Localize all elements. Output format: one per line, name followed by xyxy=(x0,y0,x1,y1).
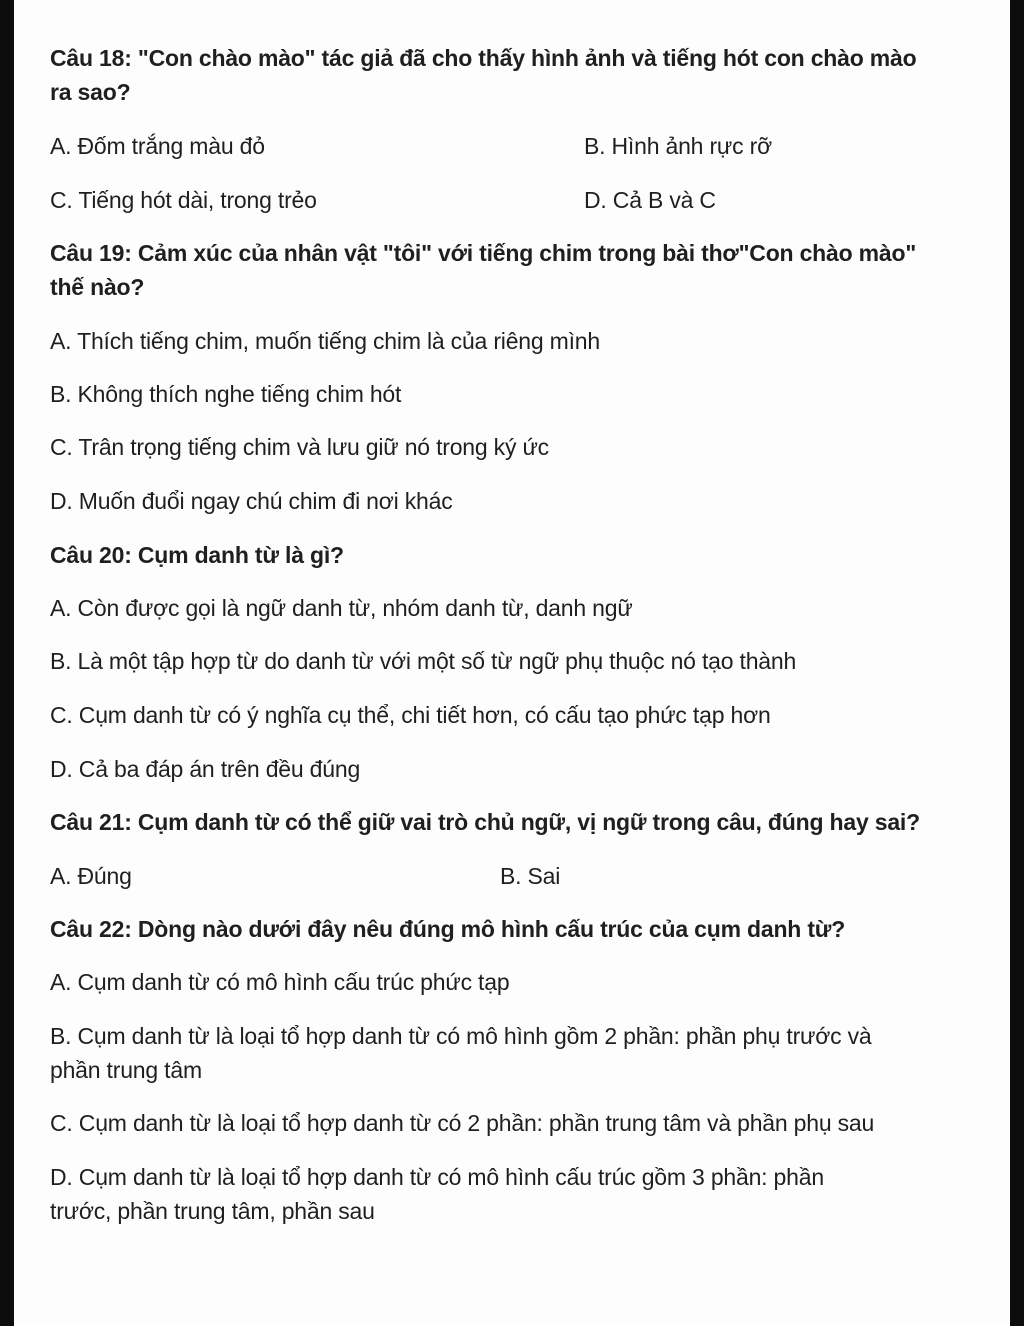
question-20-option-d: D. Cả ba đáp án trên đều đúng xyxy=(50,756,361,782)
question-19-option-b: B. Không thích nghe tiếng chim hót xyxy=(50,381,402,407)
question-19-option-d: D. Muốn đuổi ngay chú chim đi nơi khác xyxy=(50,488,453,514)
question-18-option-b: B. Hình ảnh rực rỡ xyxy=(584,133,772,159)
question-21-title: Câu 21: Cụm danh từ có thể giữ vai trò chủ ngữ, vị ngữ trong câu, đúng hay sai? xyxy=(50,809,920,835)
question-22-option-b-line-1: B. Cụm danh từ là loại tổ hợp danh từ có mô hình gồm 2 phần: phần phụ trước và xyxy=(50,1023,872,1049)
question-22-title: Câu 22: Dòng nào dưới đây nêu đúng mô hình cấu trúc của cụm danh từ? xyxy=(50,916,846,942)
right-border xyxy=(1010,0,1024,1326)
question-18-title-line-1: Câu 18: "Con chào mào" tác giả đã cho thấy hình ảnh và tiếng hót con chào mào xyxy=(50,45,917,71)
question-19-title-line-1: Câu 19: Cảm xúc của nhân vật "tôi" với tiếng chim trong bài thơ"Con chào mào" xyxy=(50,240,917,266)
question-20-option-a: A. Còn được gọi là ngữ danh từ, nhóm danh từ, danh ngữ xyxy=(50,595,633,621)
question-22-option-a: A. Cụm danh từ có mô hình cấu trúc phức tạp xyxy=(50,969,510,995)
question-20-option-c: C. Cụm danh từ có ý nghĩa cụ thể, chi tiết hơn, có cấu tạo phức tạp hơn xyxy=(50,702,771,728)
question-20-option-b: B. Là một tập hợp từ do danh từ với một số từ ngữ phụ thuộc nó tạo thành xyxy=(50,648,797,674)
question-21-option-a: A. Đúng xyxy=(50,863,132,889)
left-border xyxy=(0,0,14,1326)
question-19-option-a: A. Thích tiếng chim, muốn tiếng chim là của riêng mình xyxy=(50,328,600,354)
question-22-option-d-line-2: trước, phần trung tâm, phần sau xyxy=(50,1198,375,1224)
question-21-option-b: B. Sai xyxy=(500,863,561,889)
question-19-title-line-2: thế nào? xyxy=(50,274,145,300)
question-18-title-line-2: ra sao? xyxy=(50,79,131,105)
question-22-option-c: C. Cụm danh từ là loại tổ hợp danh từ có 2 phần: phần trung tâm và phần phụ sau xyxy=(50,1110,875,1136)
question-18-option-c: C. Tiếng hót dài, trong trẻo xyxy=(50,187,317,213)
question-22-option-b-line-2: phần trung tâm xyxy=(50,1057,202,1083)
question-18-option-a: A. Đốm trắng màu đỏ xyxy=(50,133,265,159)
question-19-option-c: C. Trân trọng tiếng chim và lưu giữ nó trong ký ức xyxy=(50,434,549,460)
question-22-option-d-line-1: D. Cụm danh từ là loại tổ hợp danh từ có mô hình cấu trúc gồm 3 phần: phần xyxy=(50,1164,824,1190)
question-18-option-d: D. Cả B và C xyxy=(584,187,716,213)
question-20-title: Câu 20: Cụm danh từ là gì? xyxy=(50,542,344,568)
